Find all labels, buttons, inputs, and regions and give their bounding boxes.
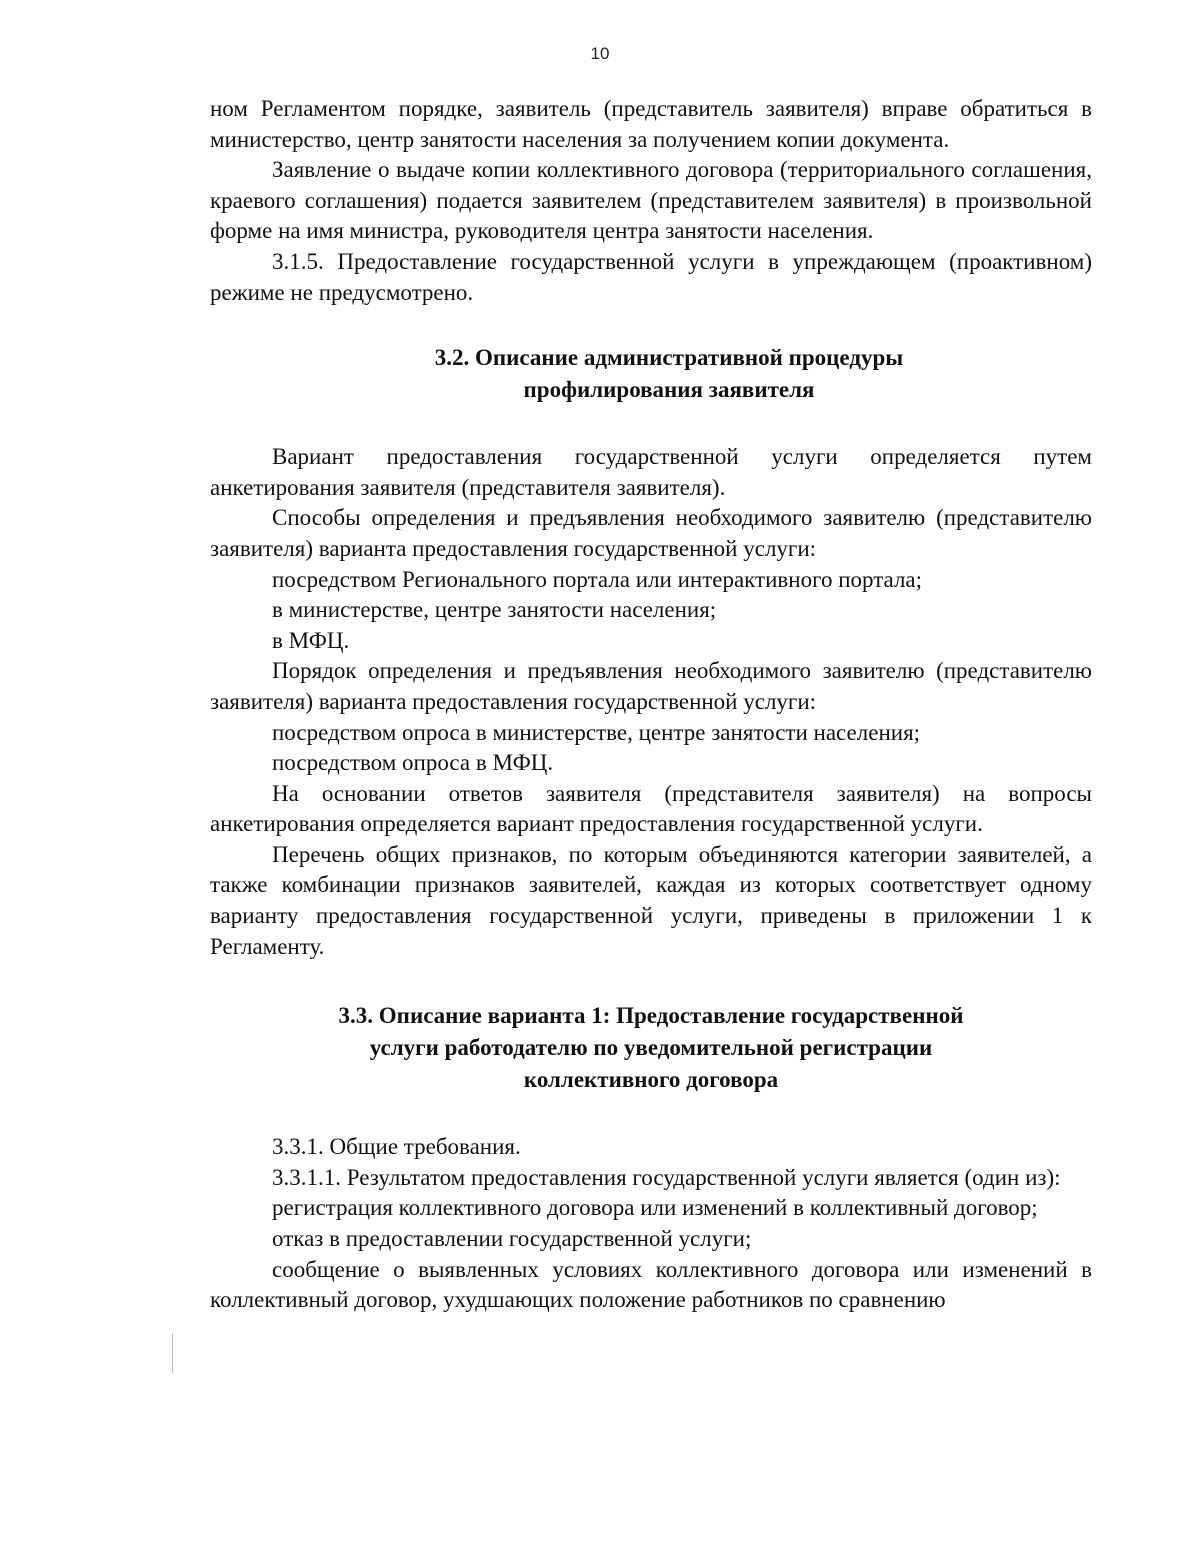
paragraph: Заявление о выдаче копии коллективного договора (территориального соглашения, краевого соглашения) подается заявителем (представителем заявителя) в произвольной форме на имя министра, руководителя центра занятости населения. [210,157,1092,244]
section-heading-3-3 [210,1000,1092,1096]
paragraph: Перечень общих признаков, по которым объединяются категории заявителей, а также комбинации признаков заявителей, каждая из которых соответствует одному варианту предоставления государственной услуги, приведены в приложении 1 к Регламенту. [210,841,1092,959]
list-item: в МФЦ. [272,627,350,653]
paragraph: Вариант предоставления государственной услуги определяется путем анкетирования заявителя (представителя заявителя). [210,444,1092,500]
section-heading-3-2 [210,342,1092,406]
list-item: посредством опроса в министерстве, центре занятости населения; [272,719,921,745]
heading-line: коллективного договора [523,1067,779,1093]
heading-line: 3.3. Описание варианта 1: Предоставление государственной [338,1003,964,1029]
list-item: посредством опроса в МФЦ. [272,750,554,776]
list-item: регистрация коллективного договора или изменений в коллективный договор; [272,1195,1038,1221]
paragraph: 3.1.5. Предоставление государственной услуги в упреждающем (проактивном) режиме не предусмотрено. [210,248,1092,305]
paragraph: На основании ответов заявителя (представителя заявителя) на вопросы анкетирования определяется вариант предоставления государственной услуги. [210,780,1092,837]
scan-artifact-line [172,1333,173,1373]
paragraph: Способы определения и предъявления необходимого заявителю (представителю заявителя) варианта предоставления государственной услуги: [210,505,1092,561]
list-item: в министерстве, центре занятости населения; [272,597,717,623]
list-item: посредством Регионального портала или интерактивного портала; [272,566,923,592]
heading-line: 3.2. Описание административной процедуры [434,345,904,371]
document-body [210,94,1092,1316]
paragraph: 3.3.1.1. Результатом предоставления государственной услуги является (один из): [272,1164,1061,1190]
list-item: отказ в предоставлении государственной услуги; [272,1226,752,1252]
list-item: сообщение о выявленных условиях коллективного договора или изменений в коллективный договор, ухудшающих положение работников по сравнению [210,1256,1092,1313]
page-number: 10 [590,44,610,63]
paragraph: Порядок определения и предъявления необходимого заявителю (представителю заявителя) варианта предоставления государственной услуги: [210,658,1092,714]
paragraph: ном Регламентом порядке, заявитель (представитель заявителя) вправе обратиться в министерство, центр занятости населения за получением копии документа. [210,96,1092,152]
paragraph: 3.3.1. Общие требования. [272,1134,521,1160]
heading-line: услуги работодателю по уведомительной регистрации [369,1035,933,1061]
heading-line: профилирования заявителя [523,377,815,403]
